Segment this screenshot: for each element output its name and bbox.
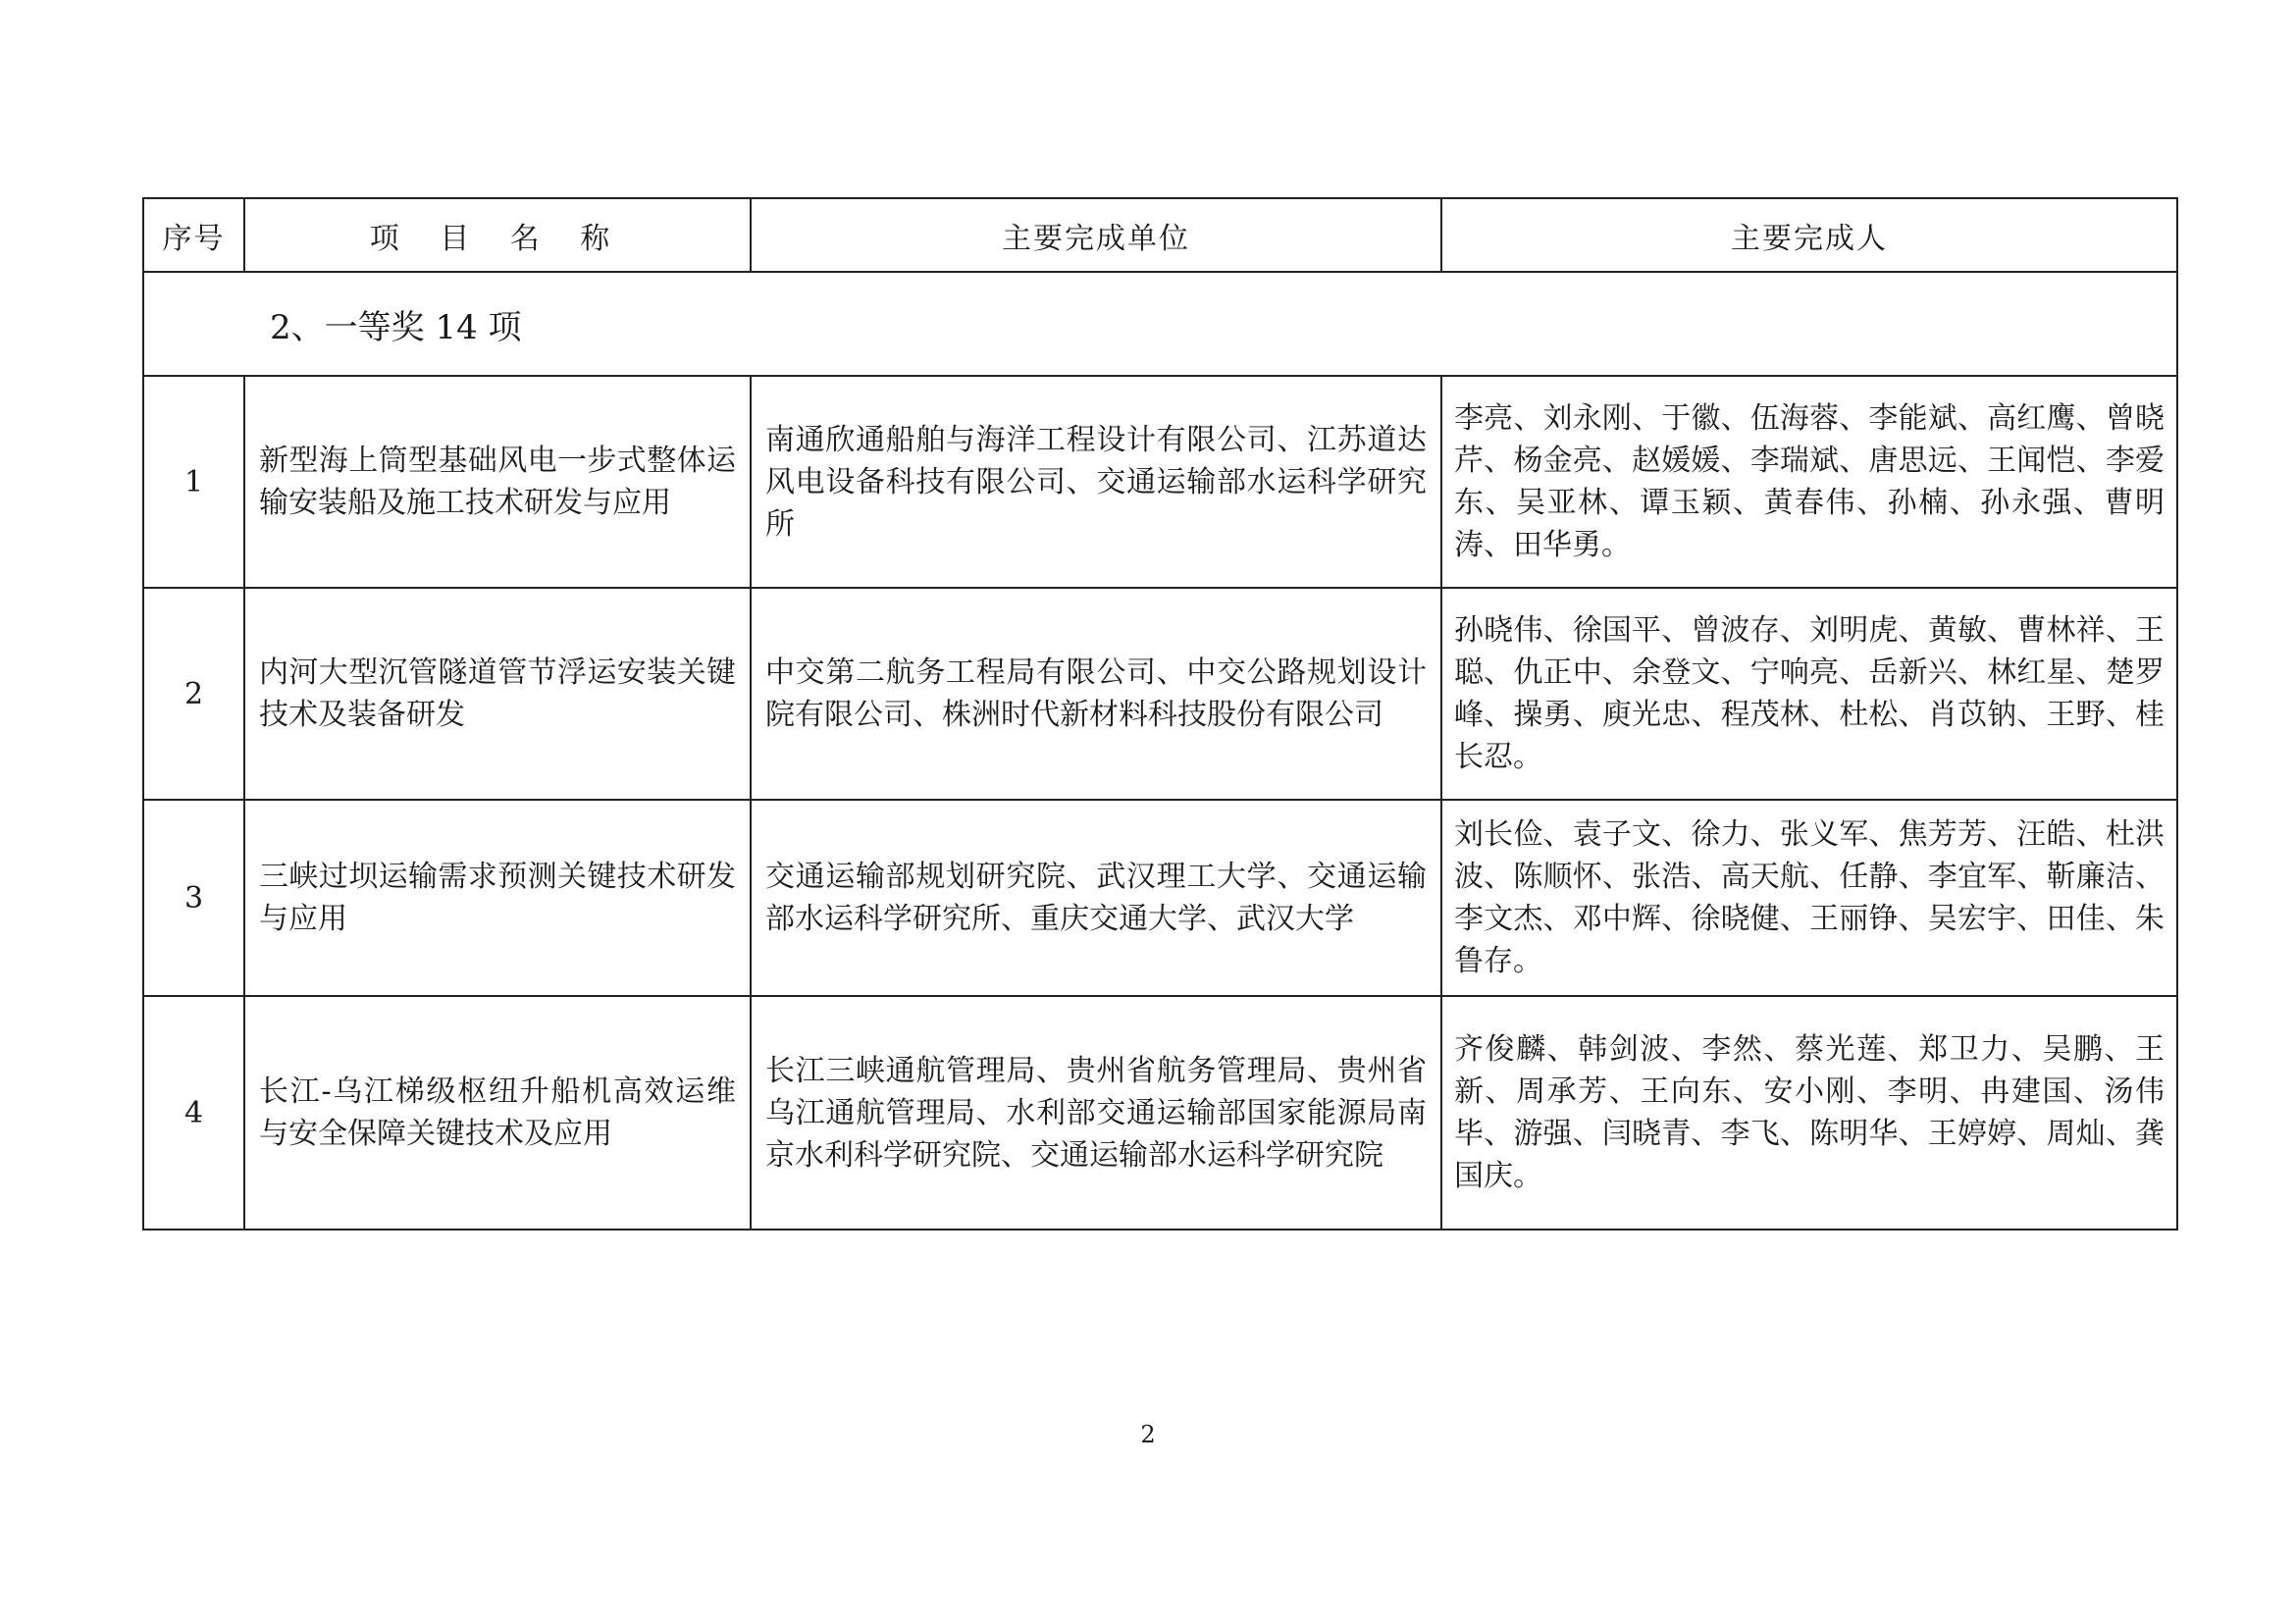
table-row: [143, 588, 2177, 800]
table-row: [143, 800, 2177, 996]
row-persons: 孙晓伟、徐国平、曾波存、刘明虎、黄敏、曹林祥、王聪、仇正中、余登文、宁响亮、岳新兴、林红星、楚罗峰、操勇、庾光忠、程茂林、杜松、肖苡钠、王野、桂长忍。: [1441, 588, 2177, 800]
row-project-name: 三峡过坝运输需求预测关键技术研发与应用: [244, 800, 751, 996]
row-persons: 李亮、刘永刚、于徽、伍海蓉、李能斌、高红鹰、曾晓芹、杨金亮、赵媛媛、李瑞斌、唐思远、王闻恺、李爱东、吴亚林、谭玉颖、黄春伟、孙楠、孙永强、曹明涛、田华勇。: [1441, 376, 2177, 588]
header-units: 主要完成单位: [751, 198, 1441, 272]
row-seq: 2: [143, 588, 244, 800]
row-seq: 3: [143, 800, 244, 996]
row-persons: 刘长俭、袁子文、徐力、张义军、焦芳芳、汪皓、杜洪波、陈顺怀、张浩、高天航、任静、李宜军、靳廉洁、李文杰、邓中辉、徐晓健、王丽铮、吴宏宇、田佳、朱鲁存。: [1441, 800, 2177, 996]
row-seq: 4: [143, 996, 244, 1230]
table-row: [143, 376, 2177, 588]
row-project-name: 内河大型沉管隧道管节浮运安装关键技术及装备研发: [244, 588, 751, 800]
award-table: [142, 197, 2178, 1230]
header-row: [143, 198, 2177, 272]
row-units: 长江三峡通航管理局、贵州省航务管理局、贵州省乌江通航管理局、水利部交通运输部国家能源局南京水利科学研究院、交通运输部水运科学研究院: [751, 996, 1441, 1230]
row-project-name: 新型海上筒型基础风电一步式整体运输安装船及施工技术研发与应用: [244, 376, 751, 588]
header-persons: 主要完成人: [1441, 198, 2177, 272]
row-units: 中交第二航务工程局有限公司、中交公路规划设计院有限公司、株洲时代新材料科技股份有限公司: [751, 588, 1441, 800]
row-units: 交通运输部规划研究院、武汉理工大学、交通运输部水运科学研究所、重庆交通大学、武汉大学: [751, 800, 1441, 996]
section-row: [143, 272, 2177, 376]
page-number: 2: [1140, 1421, 1156, 1448]
row-project-name: 长江-乌江梯级枢纽升船机高效运维与安全保障关键技术及应用: [244, 996, 751, 1230]
row-persons: 齐俊麟、韩剑波、李然、蔡光莲、郑卫力、吴鹏、王新、周承芳、王向东、安小刚、李明、冉建国、汤伟毕、游强、闫晓青、李飞、陈明华、王婷婷、周灿、龚国庆。: [1441, 996, 2177, 1230]
row-seq: 1: [143, 376, 244, 588]
table-row: [143, 996, 2177, 1230]
header-seq: 序号: [143, 198, 244, 272]
header-name: 项 目 名 称: [244, 198, 751, 272]
row-units: 南通欣通船舶与海洋工程设计有限公司、江苏道达风电设备科技有限公司、交通运输部水运科学研究所: [751, 376, 1441, 588]
section-title: 2、一等奖 14 项: [143, 272, 2177, 376]
